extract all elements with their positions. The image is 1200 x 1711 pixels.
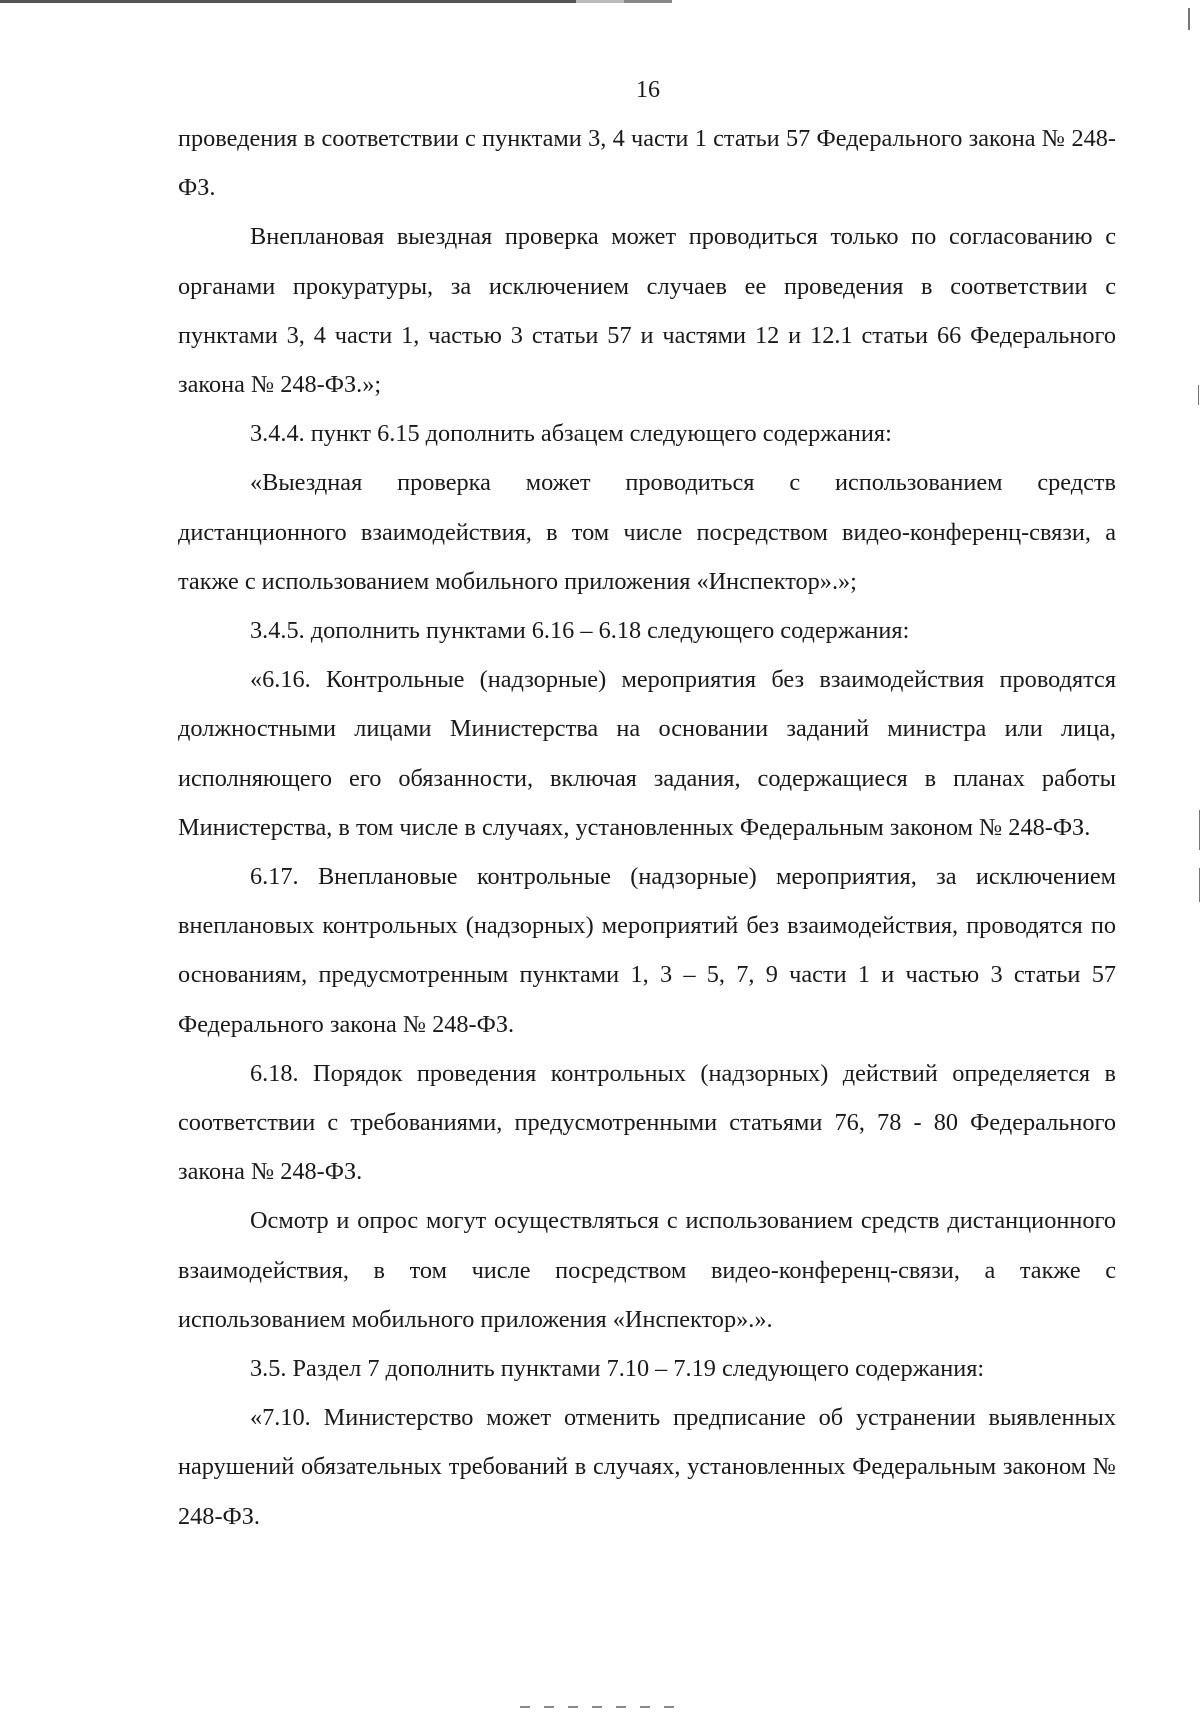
paragraph-3-4-5: 3.4.5. дополнить пунктами 6.16 – 6.18 следующего содержания: [250, 617, 910, 645]
paragraph-3-4-4: 3.4.4. пункт 6.15 дополнить абзацем следующего содержания: [250, 420, 892, 448]
paragraph-3-5: 3.5. Раздел 7 дополнить пунктами 7.10 – 7.19 следующего содержания: [250, 1355, 985, 1383]
paragraph-6-16: «6.16. Контрольные (надзорные) мероприятия без взаимодействия проводятся должностными лицами Министерства на основании заданий министра или лица, исполняющего его обязанности, включая задания, содержащиеся в планах работы Министерства, в том числе в случаях, установленных Федеральным законом № 248-ФЗ. [178, 666, 1116, 841]
paragraph-inspection-survey: Осмотр и опрос могут осуществляться с использованием средств дистанционного взаимодействия, в том числе посредством видео-конференц-связи, а также с использованием мобильного приложения «Инспектор».». [178, 1207, 1116, 1333]
paragraph-remote-inspection: «Выездная проверка может проводиться с использованием средств дистанционного взаимодействия, в том числе посредством видео-конференц-связи, а также с использованием мобильного приложения «Инспектор».»; [178, 469, 1116, 595]
paragraph-unscheduled-inspection: Внеплановая выездная проверка может проводиться только по согласованию с органами прокуратуры, за исключением случаев ее проведения в соответствии с пунктами 3, 4 части 1, частью 3 статьи 57 и частями 12 и 12.1 статьи 66 Федерального закона № 248-ФЗ.»; [178, 223, 1116, 399]
scan-speck [1188, 8, 1190, 30]
document-body [178, 114, 1116, 1541]
scan-edge-top [0, 0, 1200, 3]
scan-speck [1198, 385, 1199, 405]
paragraph-6-17: 6.17. Внеплановые контрольные (надзорные) мероприятия, за исключением внеплановых контрольных (надзорных) мероприятий без взаимодействия, проводятся по основаниям, предусмотренным пунктами 1, 3 – 5, 7, 9 части 1 и частью 3 статьи 57 Федерального закона № 248-ФЗ. [178, 863, 1116, 1038]
page-number: 16 [636, 77, 660, 103]
paragraph-6-18: 6.18. Порядок проведения контрольных (надзорных) действий определяется в соответствии с требованиями, предусмотренными статьями 76, 78 - 80 Федерального закона № 248-ФЗ. [178, 1059, 1116, 1186]
paragraph-7-10: «7.10. Министерство может отменить предписание об устранении выявленных нарушений обязательных требований в случаях, установленных Федеральным законом № 248-ФЗ. [178, 1404, 1116, 1530]
paragraph-continuation: проведения в соответствии с пунктами 3, 4 части 1 статьи 57 Федерального закона № 248-ФЗ. [178, 125, 1116, 202]
scan-edge-bottom [520, 1706, 680, 1708]
